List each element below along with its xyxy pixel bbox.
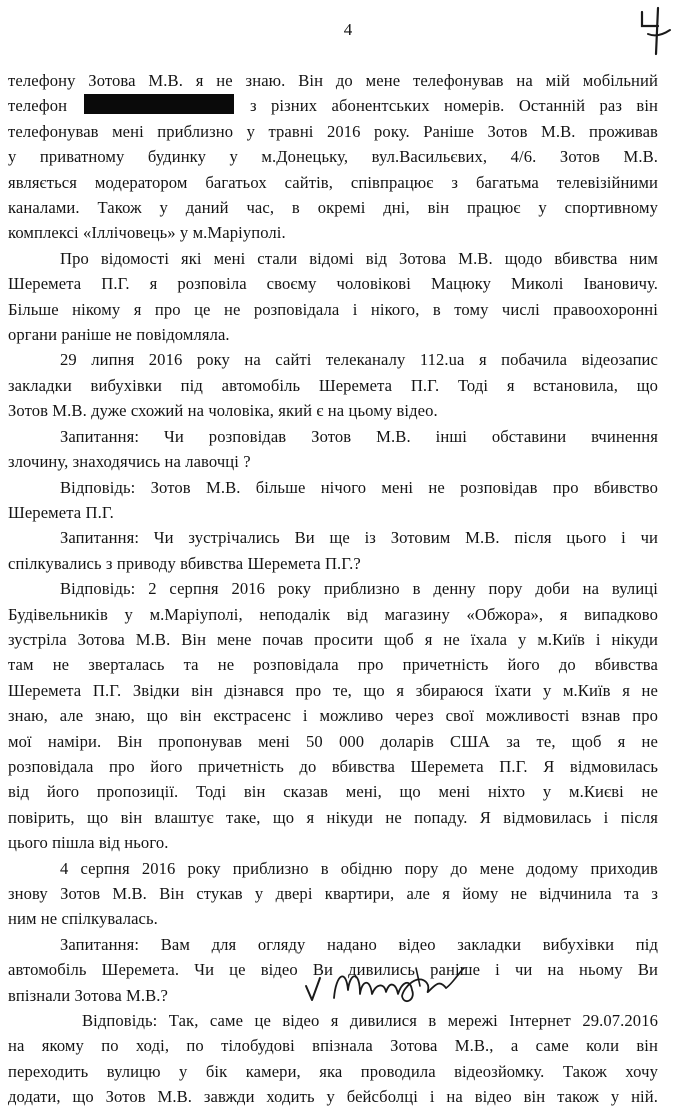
- text-line: органи раніше не повідомляла.: [8, 325, 230, 345]
- answer-line: Відповідь: 2 серпня 2016 року приблизно в денну пору доби на вулиці: [60, 579, 658, 599]
- text-line: Більше нікому я про це не розповідала і нікого, в тому числі правоохоронні: [8, 299, 658, 319]
- text-line: мої наміри. Він пропонував мені 50 000 доларів США за те, щоб я не: [8, 731, 658, 751]
- text-line: комплексі «Іллічовець» у м.Маріуполі.: [8, 223, 286, 243]
- text-fragment: телефон: [8, 96, 68, 116]
- text-line: каналами. Також у даний час, в окремі дні, він працює у спортивному: [8, 198, 658, 218]
- text-fragment: з різних абонентських номерів. Останній раз він: [249, 96, 658, 116]
- redaction-bar: [84, 94, 234, 114]
- text-line: Шеремета П.Г.: [8, 502, 114, 522]
- page-number: 4: [343, 20, 353, 39]
- text-line: знову Зотов М.В. Він стукав у двері квартири, але я йому не відчинила та з: [8, 884, 658, 903]
- text-line: автомобіль Шеремета. Чи це відео Ви дивились раніше і чи на ньому Ви: [8, 960, 658, 980]
- text-line: злочину, знаходячись на лавочці ?: [8, 452, 251, 472]
- text-line: розповідала про його причетність до вбивства Шеремета П.Г. Я відмовилась: [8, 756, 658, 776]
- text-line: Про відомості які мені стали відомі від Зотова М.В. щодо вбивства ним: [60, 248, 658, 268]
- text-line: на якому по ході, по тілобудові впізнала Зотова М.В., а саме коли він: [8, 1036, 658, 1056]
- text-line: 29 липня 2016 року на сайті телеканалу 112.ua я побачила відеозапис: [60, 350, 658, 370]
- text-line: ним не спілкувалась.: [8, 909, 158, 929]
- text-line: від його пропозиції. Тоді він сказав мені, що мені ніхто у м.Києві не: [8, 782, 658, 802]
- answer-line: Відповідь: Зотов М.В. більше нічого мені не розповідав про вбивство: [60, 477, 658, 497]
- handwritten-page-mark: [634, 4, 682, 58]
- text-line: у приватному будинку у м.Донецьку, вул.Васильєвих, 4/6. Зотов М.В.: [8, 147, 658, 167]
- text-line: являється модератором багатьох сайтів, співпрацює з багатьма телевізійними: [8, 172, 658, 192]
- text-line: знаю, але знаю, що він екстрасенс і можливо через свої можливості взнав про: [8, 706, 658, 726]
- handwritten-signature: [300, 960, 470, 1012]
- text-line: 4 серпня 2016 року приблизно в обідню пору до мене додому приходив: [60, 858, 658, 878]
- text-line-redacted: [8, 93, 658, 118]
- question-line: Запитання: Чи зустрічались Ви ще із Зотовим М.В. після цього і чи: [60, 528, 658, 548]
- text-line: Зотов М.В. дуже схожий на чоловіка, який є на цьому відео.: [8, 401, 438, 421]
- text-line: повірить, що він влаштує таке, що я нікуди не попаду. Я відмовилась і після: [8, 807, 658, 827]
- text-line: там не зверталась та не розповідала про причетність його до вбивства: [8, 655, 658, 675]
- answer-line: Відповідь: Так, саме це відео я дивилися в мережі Інтернет 29.07.2016: [82, 1011, 658, 1031]
- text-line: спілкувались з приводу вбивства Шеремета П.Г.?: [8, 553, 361, 573]
- text-line: цього пішла від нього.: [8, 833, 169, 853]
- text-line: Будівельників у м.Маріуполі, неподалік від магазину «Обжора», я випадково: [8, 604, 658, 624]
- text-line: впізнали Зотова М.В.?: [8, 985, 169, 1005]
- text-line: телефону Зотова М.В. я не знаю. Він до мене телефонував на мій мобільний: [8, 71, 658, 90]
- text-line: закладки вибухівки під автомобіль Шеремета П.Г. Тоді я встановила, що: [8, 375, 658, 395]
- text-line: переходить вулицю у бік камери, яка проводила відеозйомку. Також хочу: [8, 1061, 658, 1081]
- question-line: Запитання: Вам для огляду надано відео закладки вибухівки під: [60, 934, 658, 954]
- question-line: Запитання: Чи розповідав Зотов М.В. інші обставини вчинення: [60, 426, 658, 446]
- statement-text: [8, 68, 658, 1110]
- text-line: зустріла Зотова М.В. Він мене почав просити щоб я не їхала у м.Київ і нікуди: [8, 629, 658, 649]
- text-line: Шеремета П.Г. я розповіла своєму чоловікові Мацюку Миколі Івановичу.: [8, 274, 658, 294]
- text-line: додати, що Зотов М.В. завжди ходить у бейсболці і на відео він також у ній.: [8, 1087, 658, 1107]
- text-line: Шеремета П.Г. Звідки він дізнався про те, що я збираюся їхати у м.Київ я не: [8, 680, 658, 700]
- text-line: телефонував мені приблизно у травні 2016 року. Раніше Зотов М.В. проживав: [8, 121, 658, 141]
